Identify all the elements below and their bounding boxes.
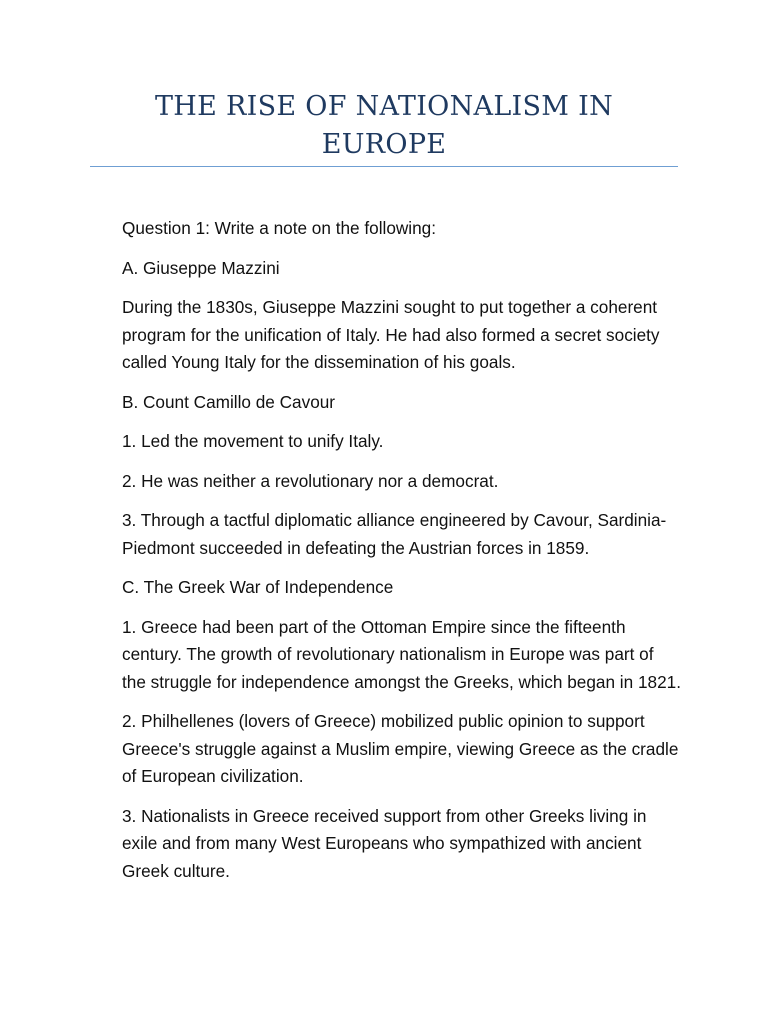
document-title: THE RISE OF NATIONALISM IN EUROPE xyxy=(154,91,614,160)
section-heading-mazzini: A. Giuseppe Mazzini xyxy=(122,257,280,278)
question-heading: Question 1: Write a note on the following: xyxy=(122,218,437,238)
mazzini-paragraph: During the 1830s, Giuseppe Mazzini sought to put together a coherent program for the unification of Italy. He had also formed a secret society called Young Italy for the dissemination of his goals. xyxy=(122,297,660,372)
section-heading-greek-war: C. The Greek War of Independence xyxy=(122,577,394,597)
section-heading-cavour: B. Count Camillo de Cavour xyxy=(122,391,336,412)
title-block xyxy=(90,88,678,164)
cavour-point-1: 1. Led the movement to unify Italy. xyxy=(122,431,384,451)
document-body xyxy=(122,215,682,897)
greek-war-point-1: 1. Greece had been part of the Ottoman Empire since the fifteenth century. The growth of revolutionary nationalism in Europe was part of the struggle for independence amongst the Greeks, which began in 1821. xyxy=(122,616,681,692)
greek-war-point-3: 3. Nationalists in Greece received support from other Greeks living in exile and from many West Europeans who sympathized with ancient Greek culture. xyxy=(122,805,647,881)
cavour-point-3: 3. Through a tactful diplomatic alliance engineered by Cavour, Sardinia-Piedmont succeeded in defeating the Austrian forces in 1859. xyxy=(122,510,667,558)
greek-war-point-2: 2. Philhellenes (lovers of Greece) mobilized public opinion to support Greece's struggle against a Muslim empire, viewing Greece as the cradle of European civilization. xyxy=(122,711,679,786)
cavour-point-2: 2. He was neither a revolutionary nor a democrat. xyxy=(122,470,499,491)
title-underline-rule xyxy=(90,166,678,167)
